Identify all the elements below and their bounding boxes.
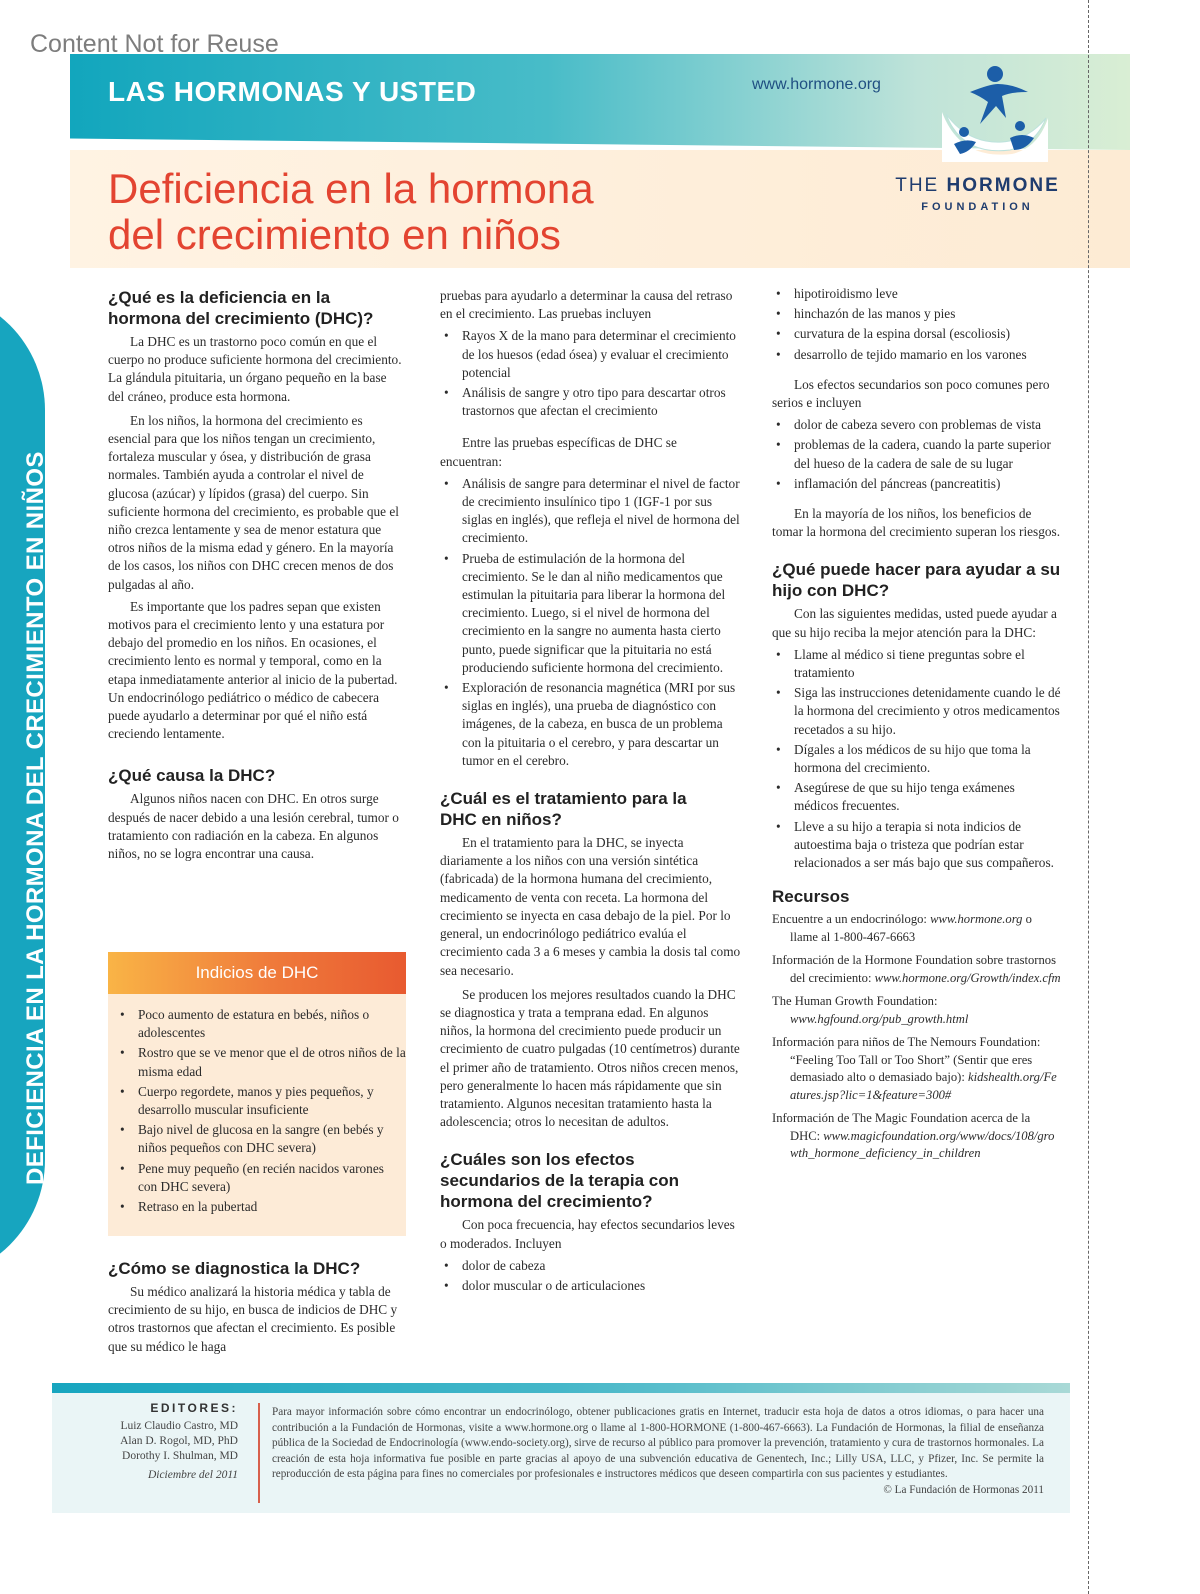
resource-label: Encuentre a un endocrinólogo:: [772, 912, 931, 927]
list-item: • problemas de la cadera, cuando la parte superior del hueso de la cadera de sale de su lugar: [794, 436, 1062, 472]
list-item: • Cuerpo regordete, manos y pies pequeños, y desarrollo muscular insuficiente: [138, 1083, 406, 1119]
tests-list: [440, 327, 742, 420]
paragraph: pruebas para ayudarlo a determinar la causa del retraso en el crecimiento. Las pruebas incluyen: [440, 288, 733, 322]
paragraph: En la mayoría de los niños, los beneficios de tomar la hormona del crecimiento superan los riesgos.: [772, 506, 1061, 540]
signs-list: [108, 1006, 406, 1216]
title-line-2: del crecimiento en niños: [108, 211, 561, 258]
foundation-hormone: HORMONE: [946, 175, 1060, 196]
paragraph: Se producen los mejores resultados cuando la DHC se diagnostica y trata a temprana edad. En algunos niños, la hormona del crecimiento puede producir un crecimiento de cuatro pulgadas (10 centímetros) durante el primer año de tratamiento. Otros niños crecen menos, pero generalmente lo hacen más rápidamente que sin tratamiento. Algunos necesitan tratamiento hasta la adolescencia; otros lo necesitan de adultos.: [440, 986, 740, 1130]
resource-label: Información de la Hormone Foundation sobre trastornos del crecimiento:: [772, 953, 1056, 985]
list-item: • Asegúrese de que su hijo tenga exámenes médicos frecuentes.: [794, 779, 1062, 815]
resource-link[interactable]: www.magicfoundation.org/www/docs/108/growth_hormone_deficiency_in_children: [790, 1128, 1055, 1161]
list-item: • Prueba de estimulación de la hormona del crecimiento. Se le dan al niño medicamentos que estimulan la pituitaria para liberar la hormona del crecimiento. Luego, si el nivel de hormona del crecimiento en la sangre no aumenta hasta cierto punto, puede significar que la pituitaria no está produciendo suficiente hormona del crecimiento.: [462, 550, 742, 677]
list-item: • Dígales a los médicos de su hijo que toma la hormona del crecimiento.: [794, 741, 1062, 777]
foundation-the: THE: [895, 175, 947, 196]
list-item: • Análisis de sangre y otro tipo para descartar otros trastornos que afectan el crecimiento: [462, 384, 742, 420]
list-item: • Siga las instrucciones detenidamente cuando le dé la hormona del crecimiento y otros medicamentos recetados a su hijo.: [794, 684, 1062, 739]
column-3: [772, 285, 1062, 1169]
heading-what-is-dhc: ¿Qué es la deficiencia en la hormona del crecimiento (DHC)?: [108, 288, 374, 328]
series-title: LAS HORMONAS Y USTED: [108, 76, 477, 107]
publication-date: Diciembre del 2011: [147, 1469, 238, 1481]
editor-name: Dorothy I. Shulman, MD: [122, 1450, 238, 1462]
heading-causes: ¿Qué causa la DHC?: [108, 766, 276, 786]
resource-item: [772, 911, 1062, 946]
paragraph: Es importante que los padres sepan que existen motivos para el crecimiento lento y una estatura por debajo del promedio en los niños. En ocasiones, el crecimiento lento es normal y temporal, como en la etapa inmediatamente anterior al inicio de la pubertad. Un endocrinólogo pediátrico o médico de cabecera puede ayudarlo a determinar por qué el niño está creciendo lentamente.: [108, 598, 398, 742]
footer-paragraph: Para mayor información sobre cómo encontrar un endocrinólogo, obtener publicaciones gratis en Internet, traducir esta hoja de datos a otros idiomas, o para hacer una contribución a la Fundación de Hormonas, visite a www.hormone.org o llame al 1-800-HORMONE (1-800-467-6663). La Fundación de Hormonas, la filial de enseñanza pública de la Sociedad de Endocrinología (www.endo-society.org), sirve de recurso al público para promover la prevención, tratamiento y cura de trastornos hormonales. La creación de esta hoja informativa fue posible en parte gracias al apoyo de una subvención educativa de Genentech, Inc.; Lilly USA, LLC, y Pfizer, Inc. Se permite la reproducción de esta página para fines no comerciales por profesionales e instructores médicos que deseen compartirla con sus pacientes y estudiantes.: [272, 1406, 1044, 1481]
help-list: [772, 646, 1062, 872]
footer-bar: [52, 1383, 1070, 1393]
editor-name: Alan D. Rogol, MD, PhD: [120, 1435, 238, 1447]
list-item: • Exploración de resonancia magnética (MRI por sus siglas en inglés), una prueba de diagnóstico con imágenes, de la cabeza, en busca de un problema con la pituitaria o el cerebro, y para descartar un tumor en el cerebro.: [462, 679, 742, 770]
list-item: • inflamación del páncreas (pancreatitis): [794, 475, 1062, 493]
heading-side-effects: ¿Cuáles son los efectos secundarios de la terapia con hormona del crecimiento?: [440, 1150, 680, 1212]
paragraph: Entre las pruebas específicas de DHC se encuentran:: [440, 435, 677, 469]
list-item: • Bajo nivel de glucosa en la sangre (en bebés y niños pequeños con DHC severa): [138, 1121, 406, 1157]
resource-link[interactable]: kidshealth.org/Features.jsp?lic=1&feature=300#: [790, 1070, 1057, 1102]
paragraph: Su médico analizará la historia médica y tabla de crecimiento de su hijo, en busca de indicios de DHC y otros trastornos que afectan el crecimiento. Es posible que su médico le haga: [108, 1284, 398, 1354]
foundation-logo: [880, 175, 1075, 213]
list-item: • dolor de cabeza severo con problemas de vista: [794, 416, 1062, 434]
paragraph: Los efectos secundarios son poco comunes pero serios e incluyen: [772, 376, 1050, 411]
resource-item: [772, 993, 1062, 1028]
editors-block: [80, 1401, 238, 1483]
column-1-bottom: [108, 1258, 404, 1356]
side-tab-label: DEFICIENCIA EN LA HORMONA DEL CRECIMIENTO EN NIÑOS: [22, 451, 49, 1185]
list-item: • Rostro que se ve menor que el de otros niños de la misma edad: [138, 1044, 406, 1080]
editor-name: Luiz Claudio Castro, MD: [120, 1420, 238, 1432]
title-line-1: Deficiencia en la hormona: [108, 165, 594, 212]
column-2: [440, 287, 742, 1297]
paragraph: Con las siguientes medidas, usted puede ayudar a que su hijo reciba la mejor atención para la DHC:: [772, 606, 1057, 640]
mild-effects-list: [772, 285, 1062, 364]
serious-effects-list: [772, 416, 1062, 493]
side-effects-list: [440, 1257, 742, 1295]
heading-diagnosis: ¿Cómo se diagnostica la DHC?: [108, 1259, 361, 1278]
list-item: • Lleve a su hijo a terapia si nota indicios de autoestima baja o tristeza que podrían estar relacionados a ser más bajo que sus compañeros.: [794, 818, 1062, 873]
heading-how-to-help: ¿Qué puede hacer para ayudar a su hijo con DHC?: [772, 560, 1061, 601]
list-item: • dolor de cabeza: [462, 1257, 742, 1275]
signs-box: [108, 952, 406, 1236]
list-item: • Poco aumento de estatura en bebés, niños o adolescentes: [138, 1006, 406, 1042]
list-item: • hinchazón de las manos y pies: [794, 305, 1062, 323]
resource-item: [772, 1110, 1062, 1163]
cut-line: [1088, 0, 1089, 1594]
column-1: [108, 287, 404, 863]
resource-item: [772, 1034, 1062, 1104]
paragraph: La DHC es un trastorno poco común en que el cuerpo no produce suficiente hormona del crecimiento. La glándula pituitaria, un órgano pequeño en la base del cráneo, produce esta hormona.: [108, 334, 402, 404]
list-item: • Retraso en la pubertad: [138, 1198, 406, 1216]
list-item: • curvatura de la espina dorsal (escoliosis): [794, 325, 1062, 343]
website-link[interactable]: www.hormone.org: [752, 76, 881, 93]
paragraph: Algunos niños nacen con DHC. En otros surge después de nacer debido a una lesión cerebral, tumor o tratamiento con radiación en la cabeza. En algunos niños, no se logra encontrar una causa.: [108, 791, 399, 862]
editors-heading: EDITORES:: [150, 1401, 238, 1415]
page-title: [108, 166, 594, 258]
resource-link[interactable]: www.hgfound.org/pub_growth.html: [790, 1011, 969, 1026]
foundation-name: [880, 175, 1075, 197]
foundation-logo-icon: [940, 62, 1050, 162]
resource-label: The Human Growth Foundation:: [772, 994, 938, 1009]
resource-item: [772, 952, 1062, 987]
list-item: • desarrollo de tejido mamario en los varones: [794, 346, 1062, 364]
list-item: • Pene muy pequeño (en recién nacidos varones con DHC severa): [138, 1160, 406, 1196]
resource-link[interactable]: www.hormone.org/Growth/index.cfm: [874, 970, 1061, 985]
signs-box-title: Indicios de DHC: [108, 952, 406, 994]
paragraph: Con poca frecuencia, hay efectos secundarios leves o moderados. Incluyen: [440, 1217, 735, 1251]
list-item: • Llame al médico si tiene preguntas sobre el tratamiento: [794, 646, 1062, 682]
list-item: • hipotiroidismo leve: [794, 285, 1062, 303]
footer-text: [272, 1405, 1044, 1499]
footer-divider: [258, 1403, 260, 1503]
paragraph: En el tratamiento para la DHC, se inyecta diariamente a los niños con una versión sintética (fabricada) de la hormona humana del crecimiento, medicamento de venta con receta. La hormona del crecimiento se inyecta en casa debajo de la piel. Por lo general, un endocrinólogo pediátrico evalúa el crecimiento cada 3 a 6 meses y cambia la dosis tal como sea necesario.: [440, 835, 741, 978]
paragraph: En los niños, la hormona del crecimiento es esencial para que los niños tengan un crecimiento, fortaleza muscular y ósea, y distribución de grasa normales. También ayuda a controlar el nivel de glucosa (azúcar) y lípidos (grasa) del cuerpo. Sin suficiente hormona del crecimiento, es probable que el niño crezca lentamente y sea de menor estatura que otros niños de la misma edad y género. En la mayoría de los casos, los niños con DHC crecen menos de dos pulgadas al año.: [108, 412, 399, 592]
resource-tail: o llame al 1-800-467-6663: [790, 912, 1032, 944]
list-item: • Rayos X de la mano para determinar el crecimiento de los huesos (edad ósea) y evaluar el crecimiento potencial: [462, 327, 742, 382]
foundation-subtitle: FOUNDATION: [921, 201, 1034, 213]
copyright: © La Fundación de Hormonas 2011: [883, 1483, 1044, 1496]
list-item: • Análisis de sangre para determinar el nivel de factor de crecimiento insulínico tipo 1 (IGF-1 por sus siglas en inglés), que refleja el nivel de hormona del crecimiento.: [462, 475, 742, 548]
specific-tests-list: [440, 475, 742, 770]
watermark: Content Not for Reuse: [30, 30, 279, 58]
resource-label: Información para niños de The Nemours Foundation: “Feeling Too Tall or Too Short” (Sentir que eres demasiado alto o demasiado bajo):: [772, 1035, 1041, 1085]
list-item: • dolor muscular o de articulaciones: [462, 1277, 742, 1295]
heading-treatment: ¿Cuál es el tratamiento para la DHC en niños?: [440, 789, 687, 830]
resource-link[interactable]: www.hormone.org: [930, 912, 1023, 927]
heading-resources: Recursos: [772, 887, 850, 907]
resources-list: [772, 911, 1062, 1163]
resource-label: Información de The Magic Foundation acerca de la DHC:: [772, 1111, 1031, 1143]
